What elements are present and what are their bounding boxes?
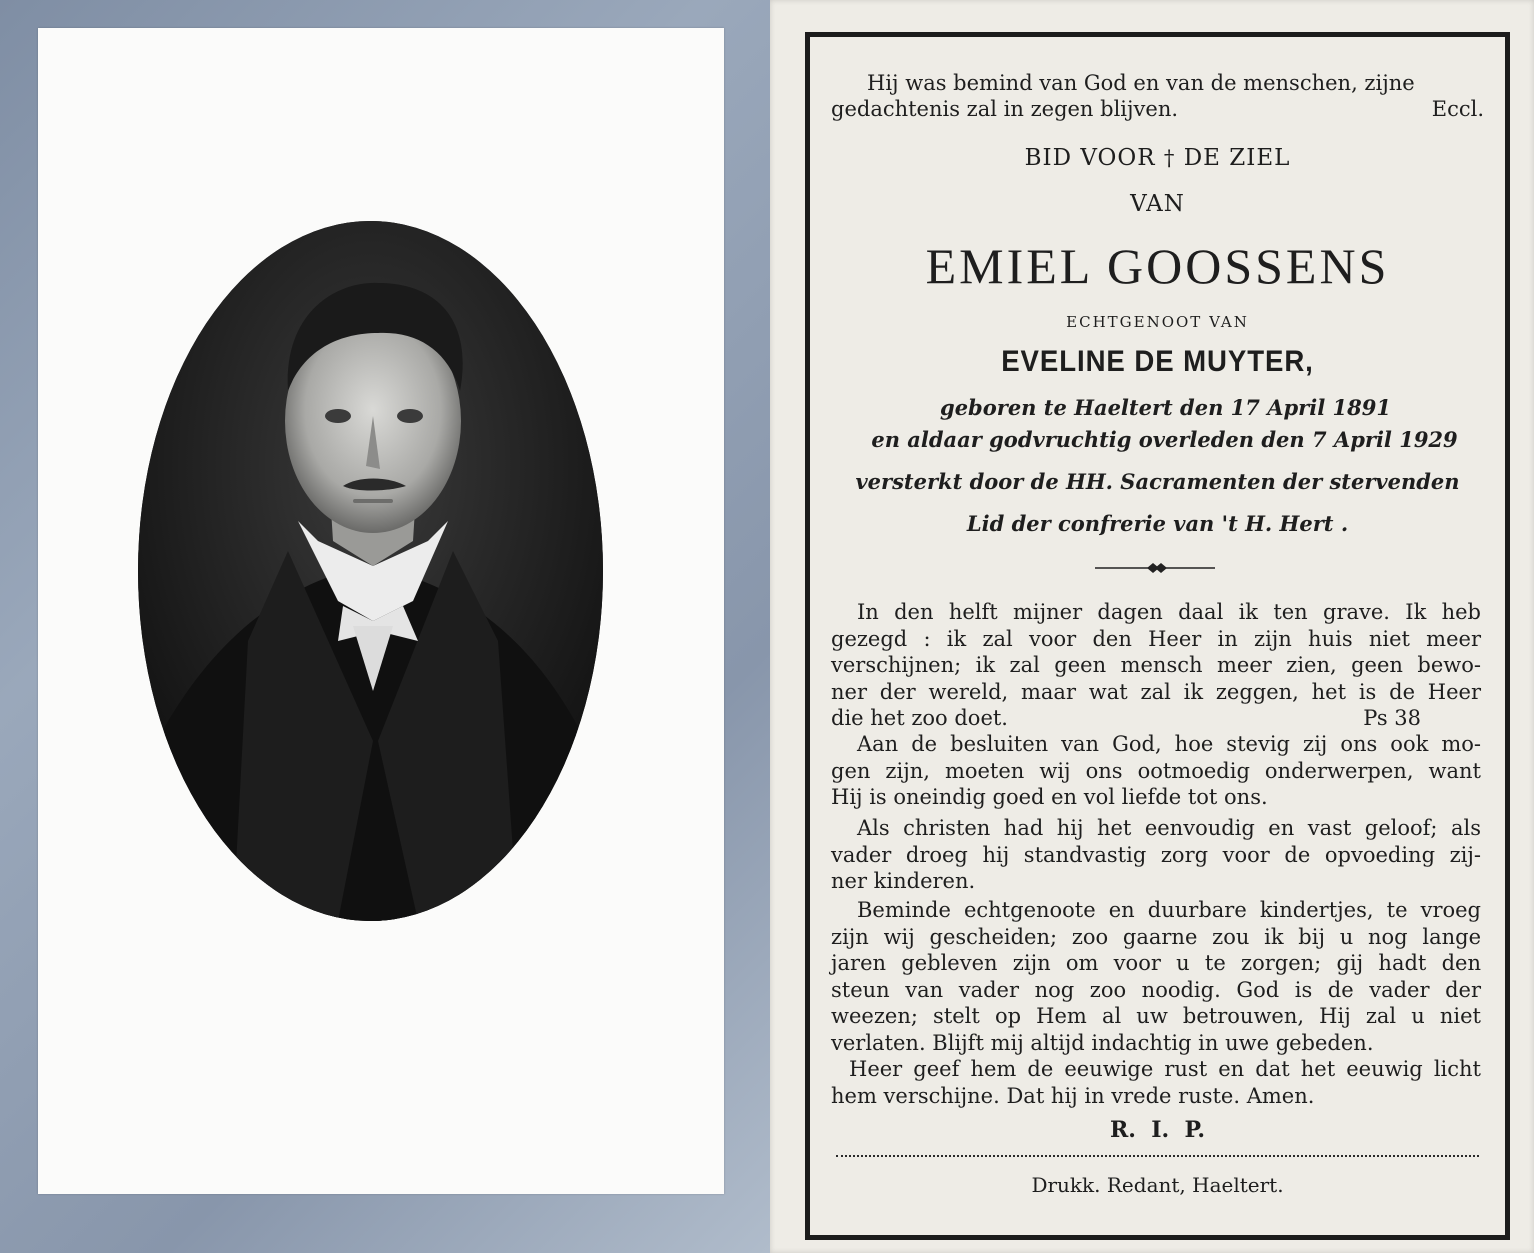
paragraph-line: steun van vader nog zoo noodig. God is de vader der [831,977,1481,1002]
paragraph-5 [831,1056,1481,1109]
paragraph-3 [831,815,1481,895]
paragraph-line: Beminde echtgenoote en duurbare kindertjes, te vroeg [857,898,1481,922]
paragraph-line: zijn wij gescheiden; zoo gaarne zou ik bij u nog lange [831,924,1481,949]
epigraph-line-2: gedachtenis zal in zegen blijven. [831,97,1179,121]
printer-credit: Drukk. Redant, Haeltert. [1031,1173,1284,1197]
spouse-name: EVELINE DE MUYTER, [1001,345,1314,378]
paragraph-last-line: verlaten. Blijft mij altijd indachtig in uwe gebeden. [831,1030,1374,1055]
epigraph-source: Eccl. [1431,97,1484,121]
paragraph-line: Als christen had hij het eenvoudig en vast geloof; als [857,816,1481,840]
paragraph-last-line: hem verschijne. Dat hij in vrede ruste. Amen. [831,1083,1315,1108]
death-line: en aldaar godvruchtig overleden den 7 April 1929 [871,427,1458,452]
birth-line: geboren te Haeltert den 17 April 1891 [940,395,1391,420]
paragraph-last-line: Hij is oneindig goed en vol liefde tot ons. [831,785,1268,809]
dotted-rule [836,1155,1479,1157]
prayer-text: BID VOOR [1024,145,1156,171]
paragraph-2 [831,731,1481,811]
paragraph-1 [831,599,1481,732]
portrait-photo [138,221,603,921]
rip-closing: R. I. P. [1109,1117,1206,1143]
paragraph-line: gen zijn, moeten wij ons ootmoedig onderwerpen, want [831,758,1481,783]
spouse-label: ECHTGENOOT VAN [1066,313,1249,331]
paragraph-last-line [831,705,1481,732]
photo-mount [38,28,724,1194]
prayer-end: DE ZIEL [1183,145,1291,171]
ornament-divider [1095,561,1215,575]
portrait-image [138,221,603,921]
paragraph-line: Heer geef hem de eeuwige rust en dat het eeuwig licht [849,1057,1481,1081]
paragraph-line: In den helft mijner dagen daal ik ten grave. Ik heb [857,600,1481,624]
paragraph-line: jaren gebleven zijn om voor u te zorgen; gij hadt den [831,951,1481,975]
text-card [770,0,1534,1253]
paragraph-line: vader droeg hij standvastig zorg voor de opvoeding zij- [831,842,1481,867]
paragraph-line: Aan de besluiten van God, hoe stevig zij ons ook mo- [857,732,1481,756]
paragraph-line: verschijnen; ik zal geen mensch meer zien, geen bewo- [831,653,1481,677]
paragraph-line: weezen; stelt op Hem al uw betrouwen, Hij zal u niet [831,1004,1481,1028]
paragraph-last-line: ner kinderen. [831,869,976,893]
deceased-name: EMIEL GOOSSENS [925,238,1390,294]
sacraments-line: versterkt door de HH. Sacramenten der stervenden [855,469,1460,494]
paragraph-line: ner der wereld, maar wat zal ik zeggen, het is de Heer [831,679,1481,704]
paragraph-text: die het zoo doet. [831,706,1008,730]
paragraph-line: gezegd : ik zal voor den Heer in zijn huis niet meer [831,626,1481,651]
confraternity-line: Lid der confrerie van 't H. Hert . [966,511,1349,536]
epigraph-line-1: Hij was bemind van God en van de menschen, zijne [867,71,1415,95]
cross-icon: † [1163,146,1176,170]
mourning-border [805,32,1510,1240]
psalm-reference: Ps 38 [1363,706,1421,730]
of-label: VAN [1130,191,1185,217]
paragraph-4 [831,897,1481,1056]
prayer-heading [810,145,1505,171]
